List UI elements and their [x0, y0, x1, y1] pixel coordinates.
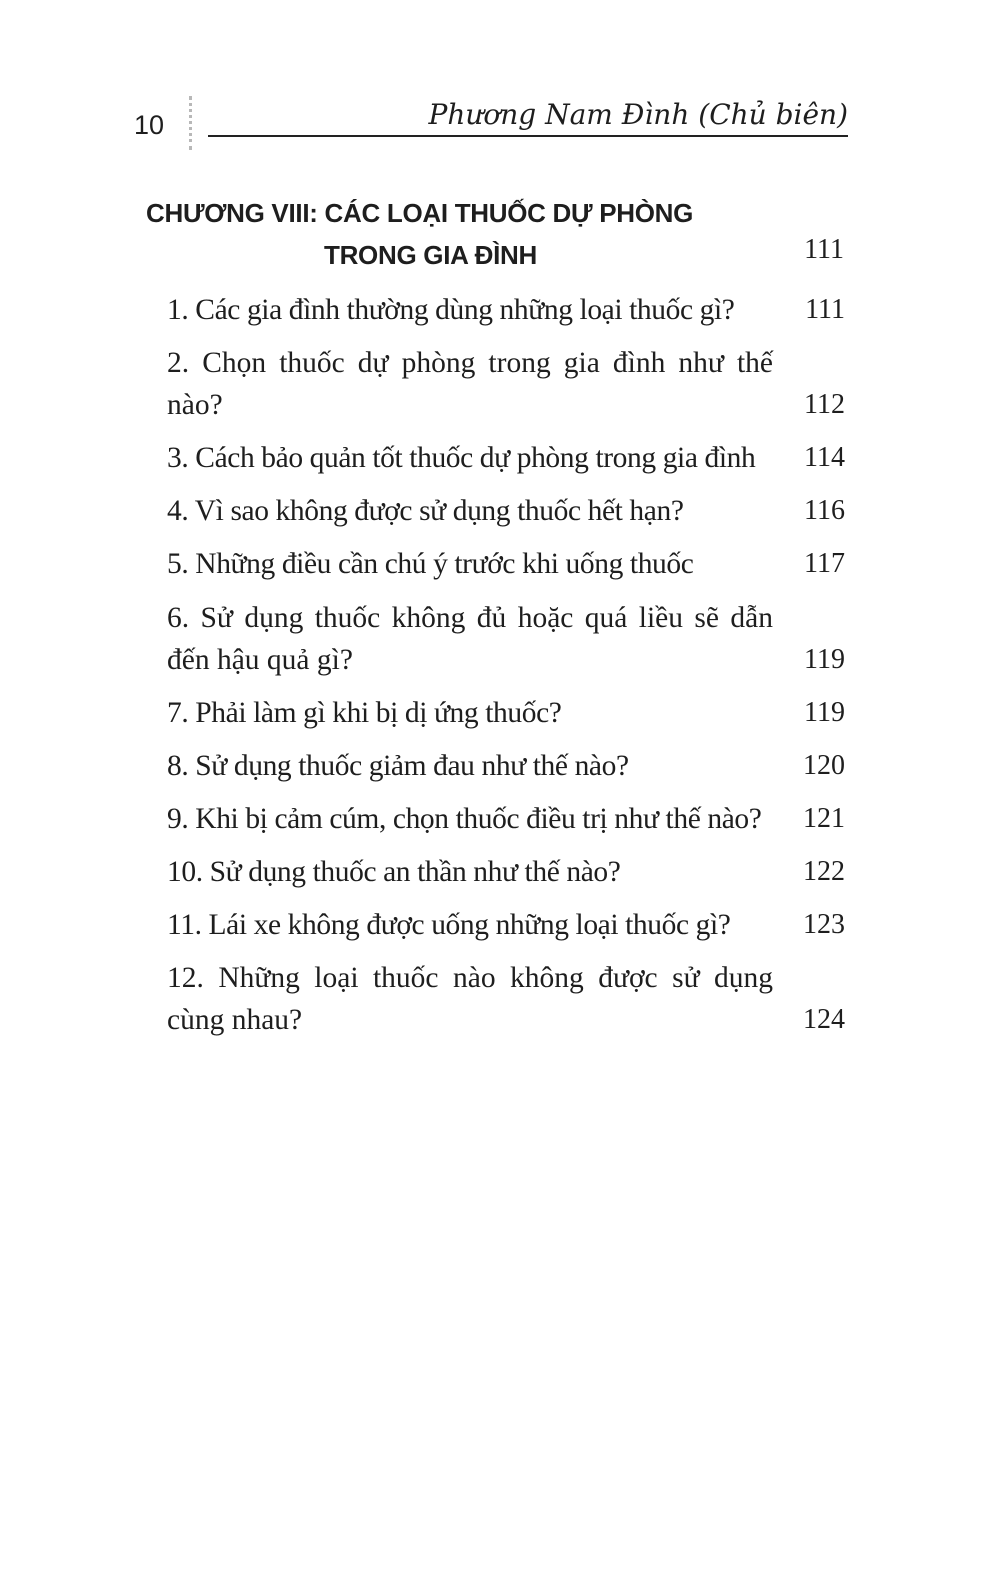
toc-entry-page: 111 [805, 294, 845, 325]
toc-entry [167, 490, 845, 532]
page-header [0, 0, 1000, 160]
toc-entry-page: 121 [803, 803, 845, 834]
chapter-page-number: 111 [804, 234, 844, 265]
toc-entry [167, 692, 845, 734]
toc-entry-page: 123 [803, 909, 845, 940]
header-author: Phương Nam Đình (Chủ biên) [428, 98, 848, 131]
toc-entry-text: 11. Lái xe không được uống những loại thuốc gì? [167, 909, 731, 941]
page-number: 10 [134, 110, 165, 140]
chapter-title-line-1: CHƯƠNG VIII: CÁC LOẠI THUỐC DỰ PHÒNG [146, 198, 694, 228]
toc-entry-text: 3. Cách bảo quản tốt thuốc dự phòng trong gia đình [167, 442, 756, 474]
toc-entry [167, 851, 845, 893]
toc-entry-text: 7. Phải làm gì khi bị dị ứng thuốc? [167, 697, 562, 729]
toc-entry-text: 12. Những loại thuốc nào không được sử dụng cùng nhau? [167, 962, 773, 1036]
toc-entry [167, 342, 845, 426]
toc-entry-text: 5. Những điều cần chú ý trước khi uống thuốc [167, 548, 694, 580]
toc-entry [167, 597, 845, 681]
toc-entry [167, 745, 845, 787]
toc-entry-page: 114 [804, 442, 845, 473]
toc-entry [167, 437, 845, 479]
toc-entry [167, 904, 845, 946]
chapter-title-line-2: TRONG GIA ĐÌNH [324, 240, 537, 270]
toc-entry [167, 543, 845, 585]
toc-entry-text: 1. Các gia đình thường dùng những loại thuốc gì? [167, 294, 735, 326]
toc-entry-page: 120 [803, 750, 845, 781]
toc-entry-page: 112 [804, 389, 845, 420]
toc-entry-text: 8. Sử dụng thuốc giảm đau như thế nào? [167, 750, 629, 782]
toc-entry-page: 124 [803, 1004, 845, 1035]
toc-entry-text: 10. Sử dụng thuốc an thần như thế nào? [167, 856, 621, 888]
toc-entry [167, 957, 845, 1041]
toc-entry-text: 9. Khi bị cảm cúm, chọn thuốc điều trị như thế nào? [167, 803, 762, 835]
toc-entry-text: 2. Chọn thuốc dự phòng trong gia đình như thế nào? [167, 347, 773, 421]
header-dotted-separator [189, 96, 192, 150]
toc-entry-page: 119 [804, 697, 845, 728]
toc-entry-page: 119 [804, 644, 845, 675]
toc-entry-text: 4. Vì sao không được sử dụng thuốc hết hạn? [167, 495, 684, 527]
toc-entry-text: 6. Sử dụng thuốc không đủ hoặc quá liều sẽ dẫn đến hậu quả gì? [167, 602, 773, 676]
toc-entry [167, 289, 845, 331]
toc-entry-page: 122 [803, 856, 845, 887]
toc-entry [167, 798, 845, 840]
toc-entry-page: 117 [804, 548, 845, 579]
toc-entry-page: 116 [804, 495, 845, 526]
header-rule [208, 135, 848, 137]
